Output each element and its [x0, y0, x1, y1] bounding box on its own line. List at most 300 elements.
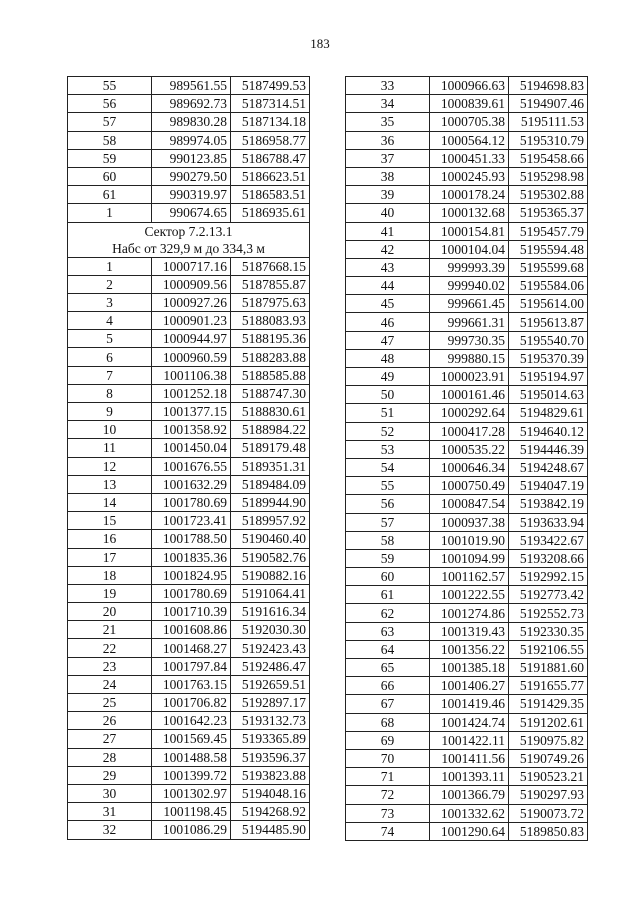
- point-number: 29: [68, 766, 152, 784]
- point-number: 45: [346, 295, 430, 313]
- table-row: [68, 566, 310, 584]
- coordinate-x: 1000901.23: [152, 312, 231, 330]
- table-row: [346, 331, 588, 349]
- table-row: [346, 440, 588, 458]
- coordinate-y: 5194047.19: [509, 477, 588, 495]
- coordinate-x: 1001358.92: [152, 421, 231, 439]
- coordinate-x: 1001780.69: [152, 493, 231, 511]
- table-row: [346, 186, 588, 204]
- coordinate-x: 1001222.55: [430, 586, 509, 604]
- table-row: [346, 240, 588, 258]
- table-row: [346, 768, 588, 786]
- coordinate-y: 5193596.37: [231, 748, 310, 766]
- coordinate-x: 1001763.15: [152, 675, 231, 693]
- table-row: [68, 730, 310, 748]
- point-number: 74: [346, 822, 430, 840]
- point-number: 65: [346, 659, 430, 677]
- point-number: 36: [346, 131, 430, 149]
- table-row: [68, 457, 310, 475]
- coordinate-y: 5191616.34: [231, 603, 310, 621]
- point-number: 71: [346, 768, 430, 786]
- coordinate-x: 1000245.93: [430, 167, 509, 185]
- coordinate-y: 5192552.73: [509, 604, 588, 622]
- point-number: 51: [346, 404, 430, 422]
- coordinate-x: 1000909.56: [152, 275, 231, 293]
- point-number: 1: [68, 257, 152, 275]
- table-row: [346, 531, 588, 549]
- coordinate-y: 5186583.51: [231, 186, 310, 204]
- table-row: [68, 657, 310, 675]
- coordinate-y: 5189351.31: [231, 457, 310, 475]
- sector-header-row: [68, 222, 310, 257]
- coordinate-y: 5191881.60: [509, 659, 588, 677]
- table-row: [68, 384, 310, 402]
- table-row: [346, 804, 588, 822]
- coordinate-y: 5192992.15: [509, 568, 588, 586]
- table-row: [346, 695, 588, 713]
- coordinate-y: 5190460.40: [231, 530, 310, 548]
- coordinate-x: 1001385.18: [430, 659, 509, 677]
- coordinate-y: 5192330.35: [509, 622, 588, 640]
- page-number: 183: [310, 36, 330, 51]
- coordinate-y: 5192030.30: [231, 621, 310, 639]
- table-row: [346, 404, 588, 422]
- coordinate-y: 5195458.66: [509, 149, 588, 167]
- point-number: 73: [346, 804, 430, 822]
- coordinate-y: 5192659.51: [231, 675, 310, 693]
- coordinate-y: 5188984.22: [231, 421, 310, 439]
- table-row: [68, 348, 310, 366]
- sector-title: Сектор 7.2.13.1: [144, 223, 233, 239]
- point-number: 17: [68, 548, 152, 566]
- coordinate-x: 1001290.64: [430, 822, 509, 840]
- coordinate-x: 1000960.59: [152, 348, 231, 366]
- coordinate-x: 1000132.68: [430, 204, 509, 222]
- point-number: 57: [68, 113, 152, 131]
- point-number: 68: [346, 713, 430, 731]
- coordinate-x: 1001019.90: [430, 531, 509, 549]
- coordinate-y: 5187975.63: [231, 293, 310, 311]
- table-row: [346, 458, 588, 476]
- coordinate-x: 1000564.12: [430, 131, 509, 149]
- point-number: 35: [346, 113, 430, 131]
- point-number: 32: [68, 821, 152, 839]
- coordinate-x: 1000750.49: [430, 477, 509, 495]
- coordinate-y: 5194907.46: [509, 95, 588, 113]
- coordinate-x: 1000451.33: [430, 149, 509, 167]
- left-table-rows-after-sector: [68, 257, 310, 839]
- table-row: [68, 639, 310, 657]
- coordinate-y: 5187314.51: [231, 95, 310, 113]
- coordinate-x: 999940.02: [430, 277, 509, 295]
- coordinate-x: 1000705.38: [430, 113, 509, 131]
- table-row: [346, 495, 588, 513]
- coordinate-x: 1000417.28: [430, 422, 509, 440]
- coordinate-y: 5192897.17: [231, 694, 310, 712]
- table-row: [346, 149, 588, 167]
- coordinate-x: 990123.85: [152, 149, 231, 167]
- point-number: 58: [346, 531, 430, 549]
- point-number: 57: [346, 513, 430, 531]
- table-row: [68, 675, 310, 693]
- point-number: 59: [346, 549, 430, 567]
- coordinate-x: 1000646.34: [430, 458, 509, 476]
- point-number: 49: [346, 368, 430, 386]
- point-number: 7: [68, 366, 152, 384]
- coordinate-x: 1001274.86: [430, 604, 509, 622]
- table-row: [346, 368, 588, 386]
- coordinate-x: 1001419.46: [430, 695, 509, 713]
- point-number: 8: [68, 384, 152, 402]
- table-row: [68, 766, 310, 784]
- point-number: 25: [68, 694, 152, 712]
- table-row: [346, 677, 588, 695]
- coordinate-x: 990674.65: [152, 204, 231, 222]
- coordinate-x: 1001569.45: [152, 730, 231, 748]
- point-number: 31: [68, 803, 152, 821]
- coordinate-y: 5194485.90: [231, 821, 310, 839]
- table-row: [346, 731, 588, 749]
- coordinate-x: 1001706.82: [152, 694, 231, 712]
- point-number: 67: [346, 695, 430, 713]
- coordinate-y: 5189484.09: [231, 475, 310, 493]
- coordinate-y: 5188083.93: [231, 312, 310, 330]
- coordinate-x: 1001710.39: [152, 603, 231, 621]
- coordinate-y: 5186623.51: [231, 167, 310, 185]
- coordinate-x: 1001086.29: [152, 821, 231, 839]
- table-row: [346, 295, 588, 313]
- sector-subtitle: Набс от 329,9 м до 334,3 м: [112, 240, 265, 256]
- table-row: [346, 513, 588, 531]
- point-number: 61: [68, 186, 152, 204]
- coordinate-x: 1001780.69: [152, 584, 231, 602]
- table-row: [346, 422, 588, 440]
- coordinate-x: 1000717.16: [152, 257, 231, 275]
- coordinate-y: 5188283.88: [231, 348, 310, 366]
- coordinate-x: 1001302.97: [152, 784, 231, 802]
- coordinate-x: 999880.15: [430, 349, 509, 367]
- point-number: 13: [68, 475, 152, 493]
- coordinate-x: 1001377.15: [152, 403, 231, 421]
- table-row: [68, 784, 310, 802]
- point-number: 64: [346, 640, 430, 658]
- coordinate-y: 5190073.72: [509, 804, 588, 822]
- point-number: 28: [68, 748, 152, 766]
- coordinate-x: 1001356.22: [430, 640, 509, 658]
- point-number: 61: [346, 586, 430, 604]
- coordinate-y: 5192106.55: [509, 640, 588, 658]
- coordinate-x: 1001424.74: [430, 713, 509, 731]
- coordinate-y: 5189944.90: [231, 493, 310, 511]
- coordinate-y: 5194248.67: [509, 458, 588, 476]
- coordinate-y: 5192423.43: [231, 639, 310, 657]
- coordinate-y: 5193633.94: [509, 513, 588, 531]
- point-number: 39: [346, 186, 430, 204]
- point-number: 33: [346, 77, 430, 95]
- coordinate-x: 1001399.72: [152, 766, 231, 784]
- table-row: [68, 293, 310, 311]
- point-number: 26: [68, 712, 152, 730]
- table-row: [68, 694, 310, 712]
- coordinate-x: 1001198.45: [152, 803, 231, 821]
- point-number: 19: [68, 584, 152, 602]
- point-number: 9: [68, 403, 152, 421]
- coordinate-x: 1001319.43: [430, 622, 509, 640]
- table-row: [68, 621, 310, 639]
- point-number: 6: [68, 348, 152, 366]
- point-number: 47: [346, 331, 430, 349]
- point-number: 52: [346, 422, 430, 440]
- coordinate-x: 1001797.84: [152, 657, 231, 675]
- coordinate-y: 5195614.00: [509, 295, 588, 313]
- table-row: [68, 712, 310, 730]
- table-row: [68, 421, 310, 439]
- table-row: [346, 277, 588, 295]
- point-number: 46: [346, 313, 430, 331]
- coordinate-y: 5195540.70: [509, 331, 588, 349]
- coordinate-y: 5191064.41: [231, 584, 310, 602]
- point-number: 24: [68, 675, 152, 693]
- coordinate-y: 5195310.79: [509, 131, 588, 149]
- coordinate-x: 989830.28: [152, 113, 231, 131]
- table-row: [68, 403, 310, 421]
- table-row: [68, 366, 310, 384]
- table-row: [68, 748, 310, 766]
- coordinate-y: 5186935.61: [231, 204, 310, 222]
- coordinate-x: 1000535.22: [430, 440, 509, 458]
- coordinate-x: 1001824.95: [152, 566, 231, 584]
- left-table-rows-before-sector: [68, 77, 310, 223]
- coordinate-x: 1001366.79: [430, 786, 509, 804]
- point-number: 42: [346, 240, 430, 258]
- coordinate-x: 1001332.62: [430, 804, 509, 822]
- point-number: 54: [346, 458, 430, 476]
- table-row: [68, 149, 310, 167]
- table-row: [68, 131, 310, 149]
- coordinate-x: 989561.55: [152, 77, 231, 95]
- coordinate-y: 5191202.61: [509, 713, 588, 731]
- coordinate-y: 5193422.67: [509, 531, 588, 549]
- coordinate-y: 5194698.83: [509, 77, 588, 95]
- table-row: [346, 349, 588, 367]
- coordinate-x: 1001450.04: [152, 439, 231, 457]
- coordinate-x: 1001632.29: [152, 475, 231, 493]
- table-row: [346, 713, 588, 731]
- table-row: [68, 204, 310, 222]
- point-number: 37: [346, 149, 430, 167]
- coordinate-y: 5195584.06: [509, 277, 588, 295]
- point-number: 53: [346, 440, 430, 458]
- coordinate-x: 1001106.38: [152, 366, 231, 384]
- coordinate-y: 5190297.93: [509, 786, 588, 804]
- table-row: [68, 475, 310, 493]
- coordinate-y: 5195014.63: [509, 386, 588, 404]
- coordinate-x: 989692.73: [152, 95, 231, 113]
- coordinate-x: 1001422.11: [430, 731, 509, 749]
- coordinate-x: 989974.05: [152, 131, 231, 149]
- coordinate-y: 5194268.92: [231, 803, 310, 821]
- point-number: 10: [68, 421, 152, 439]
- coordinate-y: 5189179.48: [231, 439, 310, 457]
- point-number: 27: [68, 730, 152, 748]
- point-number: 4: [68, 312, 152, 330]
- coordinate-x: 1000154.81: [430, 222, 509, 240]
- coordinate-y: 5195194.97: [509, 368, 588, 386]
- coordinate-x: 1001252.18: [152, 384, 231, 402]
- coordinate-y: 5188830.61: [231, 403, 310, 421]
- point-number: 50: [346, 386, 430, 404]
- table-row: [68, 821, 310, 839]
- point-number: 11: [68, 439, 152, 457]
- coordinate-x: 1000023.91: [430, 368, 509, 386]
- point-number: 18: [68, 566, 152, 584]
- coordinate-y: 5193365.89: [231, 730, 310, 748]
- coordinate-y: 5191429.35: [509, 695, 588, 713]
- table-row: [68, 584, 310, 602]
- point-number: 60: [68, 167, 152, 185]
- point-number: 16: [68, 530, 152, 548]
- coordinate-y: 5187134.18: [231, 113, 310, 131]
- table-row: [346, 204, 588, 222]
- table-row: [68, 186, 310, 204]
- table-row: [68, 548, 310, 566]
- coordinate-y: 5195370.39: [509, 349, 588, 367]
- coordinate-y: 5187855.87: [231, 275, 310, 293]
- point-number: 41: [346, 222, 430, 240]
- coordinate-y: 5188195.36: [231, 330, 310, 348]
- coordinate-x: 1000104.04: [430, 240, 509, 258]
- point-number: 48: [346, 349, 430, 367]
- table-row: [68, 113, 310, 131]
- point-number: 5: [68, 330, 152, 348]
- coordinate-x: 990319.97: [152, 186, 231, 204]
- coordinate-y: 5192486.47: [231, 657, 310, 675]
- coordinate-y: 5188585.88: [231, 366, 310, 384]
- point-number: 63: [346, 622, 430, 640]
- coordinate-y: 5190582.76: [231, 548, 310, 566]
- coordinate-y: 5186788.47: [231, 149, 310, 167]
- coordinate-x: 1001835.36: [152, 548, 231, 566]
- coordinate-x: 1001488.58: [152, 748, 231, 766]
- point-number: 22: [68, 639, 152, 657]
- table-row: [68, 603, 310, 621]
- coordinate-x: 999661.31: [430, 313, 509, 331]
- table-row: [346, 549, 588, 567]
- left-coordinates-table: [67, 76, 310, 840]
- table-row: [346, 477, 588, 495]
- coordinate-x: 1001406.27: [430, 677, 509, 695]
- coordinate-y: 5195594.48: [509, 240, 588, 258]
- coordinate-y: 5193823.88: [231, 766, 310, 784]
- coordinate-y: 5195111.53: [509, 113, 588, 131]
- point-number: 40: [346, 204, 430, 222]
- right-table-rows: [346, 77, 588, 841]
- point-number: 30: [68, 784, 152, 802]
- coordinate-x: 990279.50: [152, 167, 231, 185]
- coordinate-y: 5193842.19: [509, 495, 588, 513]
- point-number: 60: [346, 568, 430, 586]
- table-row: [346, 258, 588, 276]
- coordinate-x: 1000944.97: [152, 330, 231, 348]
- table-row: [68, 257, 310, 275]
- coordinate-x: 1000161.46: [430, 386, 509, 404]
- coordinate-y: 5194446.39: [509, 440, 588, 458]
- table-row: [346, 313, 588, 331]
- coordinate-x: 1001723.41: [152, 512, 231, 530]
- table-row: [346, 622, 588, 640]
- table-row: [346, 586, 588, 604]
- coordinate-x: 999661.45: [430, 295, 509, 313]
- table-row: [346, 568, 588, 586]
- table-row: [68, 167, 310, 185]
- table-row: [346, 640, 588, 658]
- coordinate-y: 5192773.42: [509, 586, 588, 604]
- table-row: [68, 439, 310, 457]
- point-number: 55: [68, 77, 152, 95]
- point-number: 2: [68, 275, 152, 293]
- coordinate-x: 1000927.26: [152, 293, 231, 311]
- point-number: 21: [68, 621, 152, 639]
- point-number: 14: [68, 493, 152, 511]
- coordinate-y: 5195457.79: [509, 222, 588, 240]
- coordinate-y: 5193208.66: [509, 549, 588, 567]
- coordinate-x: 1000839.61: [430, 95, 509, 113]
- coordinate-y: 5190975.82: [509, 731, 588, 749]
- point-number: 20: [68, 603, 152, 621]
- point-number: 59: [68, 149, 152, 167]
- point-number: 70: [346, 749, 430, 767]
- coordinate-x: 1001788.50: [152, 530, 231, 548]
- coordinate-x: 1000847.54: [430, 495, 509, 513]
- table-row: [68, 803, 310, 821]
- table-row: [346, 222, 588, 240]
- coordinate-x: 1000937.38: [430, 513, 509, 531]
- coordinate-y: 5187499.53: [231, 77, 310, 95]
- coordinate-y: 5188747.30: [231, 384, 310, 402]
- table-row: [68, 330, 310, 348]
- table-row: [346, 95, 588, 113]
- coordinate-x: 1001468.27: [152, 639, 231, 657]
- right-coordinates-table: [345, 76, 588, 841]
- coordinate-y: 5187668.15: [231, 257, 310, 275]
- table-row: [346, 77, 588, 95]
- coordinate-x: 1000178.24: [430, 186, 509, 204]
- coordinate-y: 5195613.87: [509, 313, 588, 331]
- coordinate-x: 1001676.55: [152, 457, 231, 475]
- coordinate-y: 5194048.16: [231, 784, 310, 802]
- point-number: 66: [346, 677, 430, 695]
- coordinate-y: 5189957.92: [231, 512, 310, 530]
- table-row: [68, 275, 310, 293]
- point-number: 1: [68, 204, 152, 222]
- coordinate-x: 999993.39: [430, 258, 509, 276]
- point-number: 43: [346, 258, 430, 276]
- point-number: 58: [68, 131, 152, 149]
- table-row: [346, 749, 588, 767]
- table-row: [346, 659, 588, 677]
- coordinate-x: 999730.35: [430, 331, 509, 349]
- coordinate-y: 5190749.26: [509, 749, 588, 767]
- sector-caption: [68, 222, 310, 257]
- coordinate-y: 5195599.68: [509, 258, 588, 276]
- coordinate-y: 5195298.98: [509, 167, 588, 185]
- coordinate-x: 1001411.56: [430, 749, 509, 767]
- point-number: 12: [68, 457, 152, 475]
- sector-header: [68, 222, 310, 257]
- table-row: [346, 604, 588, 622]
- point-number: 44: [346, 277, 430, 295]
- table-row: [346, 822, 588, 840]
